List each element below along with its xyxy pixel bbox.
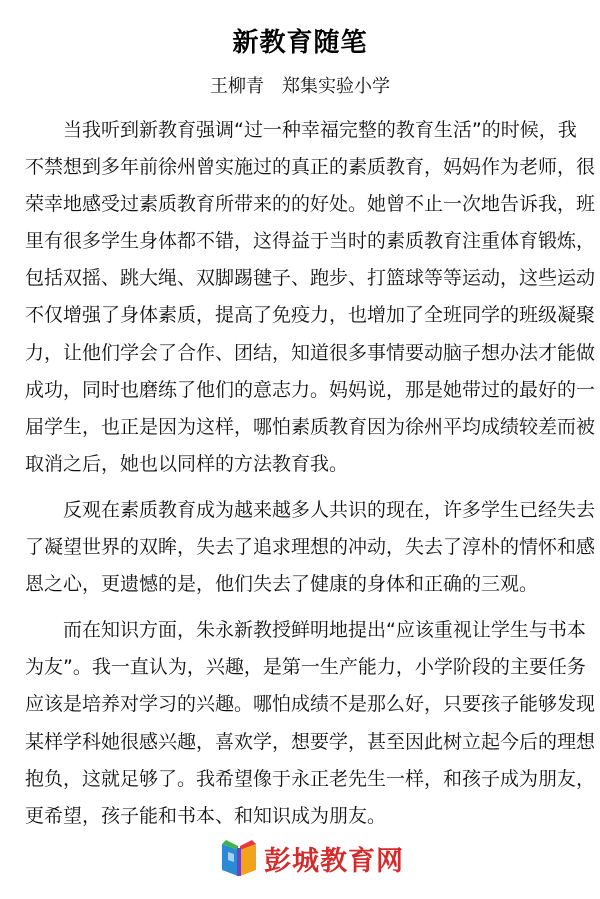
text-line: 不仅增强了身体素质，提高了免疫力，也增加了全班同学的班级凝聚 <box>25 304 596 327</box>
paragraph-spacer <box>25 483 585 492</box>
site-watermark <box>218 835 418 881</box>
watermark-text: 彭城教育网 <box>264 845 404 877</box>
text-line: 某样学科她很感兴趣，喜欢学，想要学，甚至因此树立起今后的理想 <box>25 730 596 753</box>
text-line: 应该是培养对学习的兴趣。哪怕成绩不是那么好，只要孩子能够发现 <box>25 693 596 716</box>
text-line: 当我听到新教育强调“过一种幸福完整的教育生活”的时候，我 <box>63 119 577 141</box>
text-line: 而在知识方面，朱永新教授鲜明地提出“应该重视让学生与书本 <box>63 619 586 642</box>
text-line: 反观在素质教育成为越来越多人共识的现在，许多学生已经失去 <box>63 498 596 521</box>
text-line: 里有很多学生身体都不错，这得益于当时的素质教育注重体育锻炼， <box>25 230 596 253</box>
text-line: 了凝望世界的双眸，失去了追求理想的冲动，失去了淳朴的情怀和感 <box>25 536 596 559</box>
text-line: 力，让他们学会了合作、团结，知道很多事情要动脑子想办法才能做 <box>25 341 596 364</box>
text-line: 更希望，孩子能和书本、和知识成为朋友。 <box>25 804 387 827</box>
text-line: 包括双摇、跳大绳、双脚踢毽子、跑步、打篮球等等运动，这些运动 <box>25 267 596 290</box>
text-line: 届学生，也正是因为这样，哪怕素质教育因为徐州平均成绩较差而被 <box>25 415 596 438</box>
text-line: 成功，同时也磨练了他们的意志力。妈妈说，那是她带过的最好的一 <box>25 378 596 401</box>
document-title: 新教育随笔 <box>232 28 368 58</box>
text-line: 不禁想到多年前徐州曾实施过的真正的素质教育，妈妈作为老师，很 <box>25 156 596 179</box>
document-body <box>25 112 596 835</box>
paragraph-1 <box>25 112 596 483</box>
paragraph-3 <box>25 612 596 835</box>
text-line: 荣幸地感受过素质教育所带来的的好处。她曾不止一次地告诉我，班 <box>25 193 596 216</box>
paragraph-spacer <box>25 603 585 612</box>
text-line: 恩之心，更遗憾的是，他们失去了健康的身体和正确的三观。 <box>25 573 539 596</box>
document-author: 王柳青 郑集实验小学 <box>210 76 390 97</box>
paragraph-2 <box>25 492 596 603</box>
text-line: 为友”。我一直认为，兴趣，是第一生产能力，小学阶段的主要任务 <box>25 656 586 679</box>
text-line: 抱负，这就足够了。我希望像于永正老先生一样，和孩子成为朋友， <box>25 767 596 790</box>
colored-book-logo-icon <box>218 836 260 880</box>
text-line: 取消之后，她也以同样的方法教育我。 <box>25 452 349 475</box>
